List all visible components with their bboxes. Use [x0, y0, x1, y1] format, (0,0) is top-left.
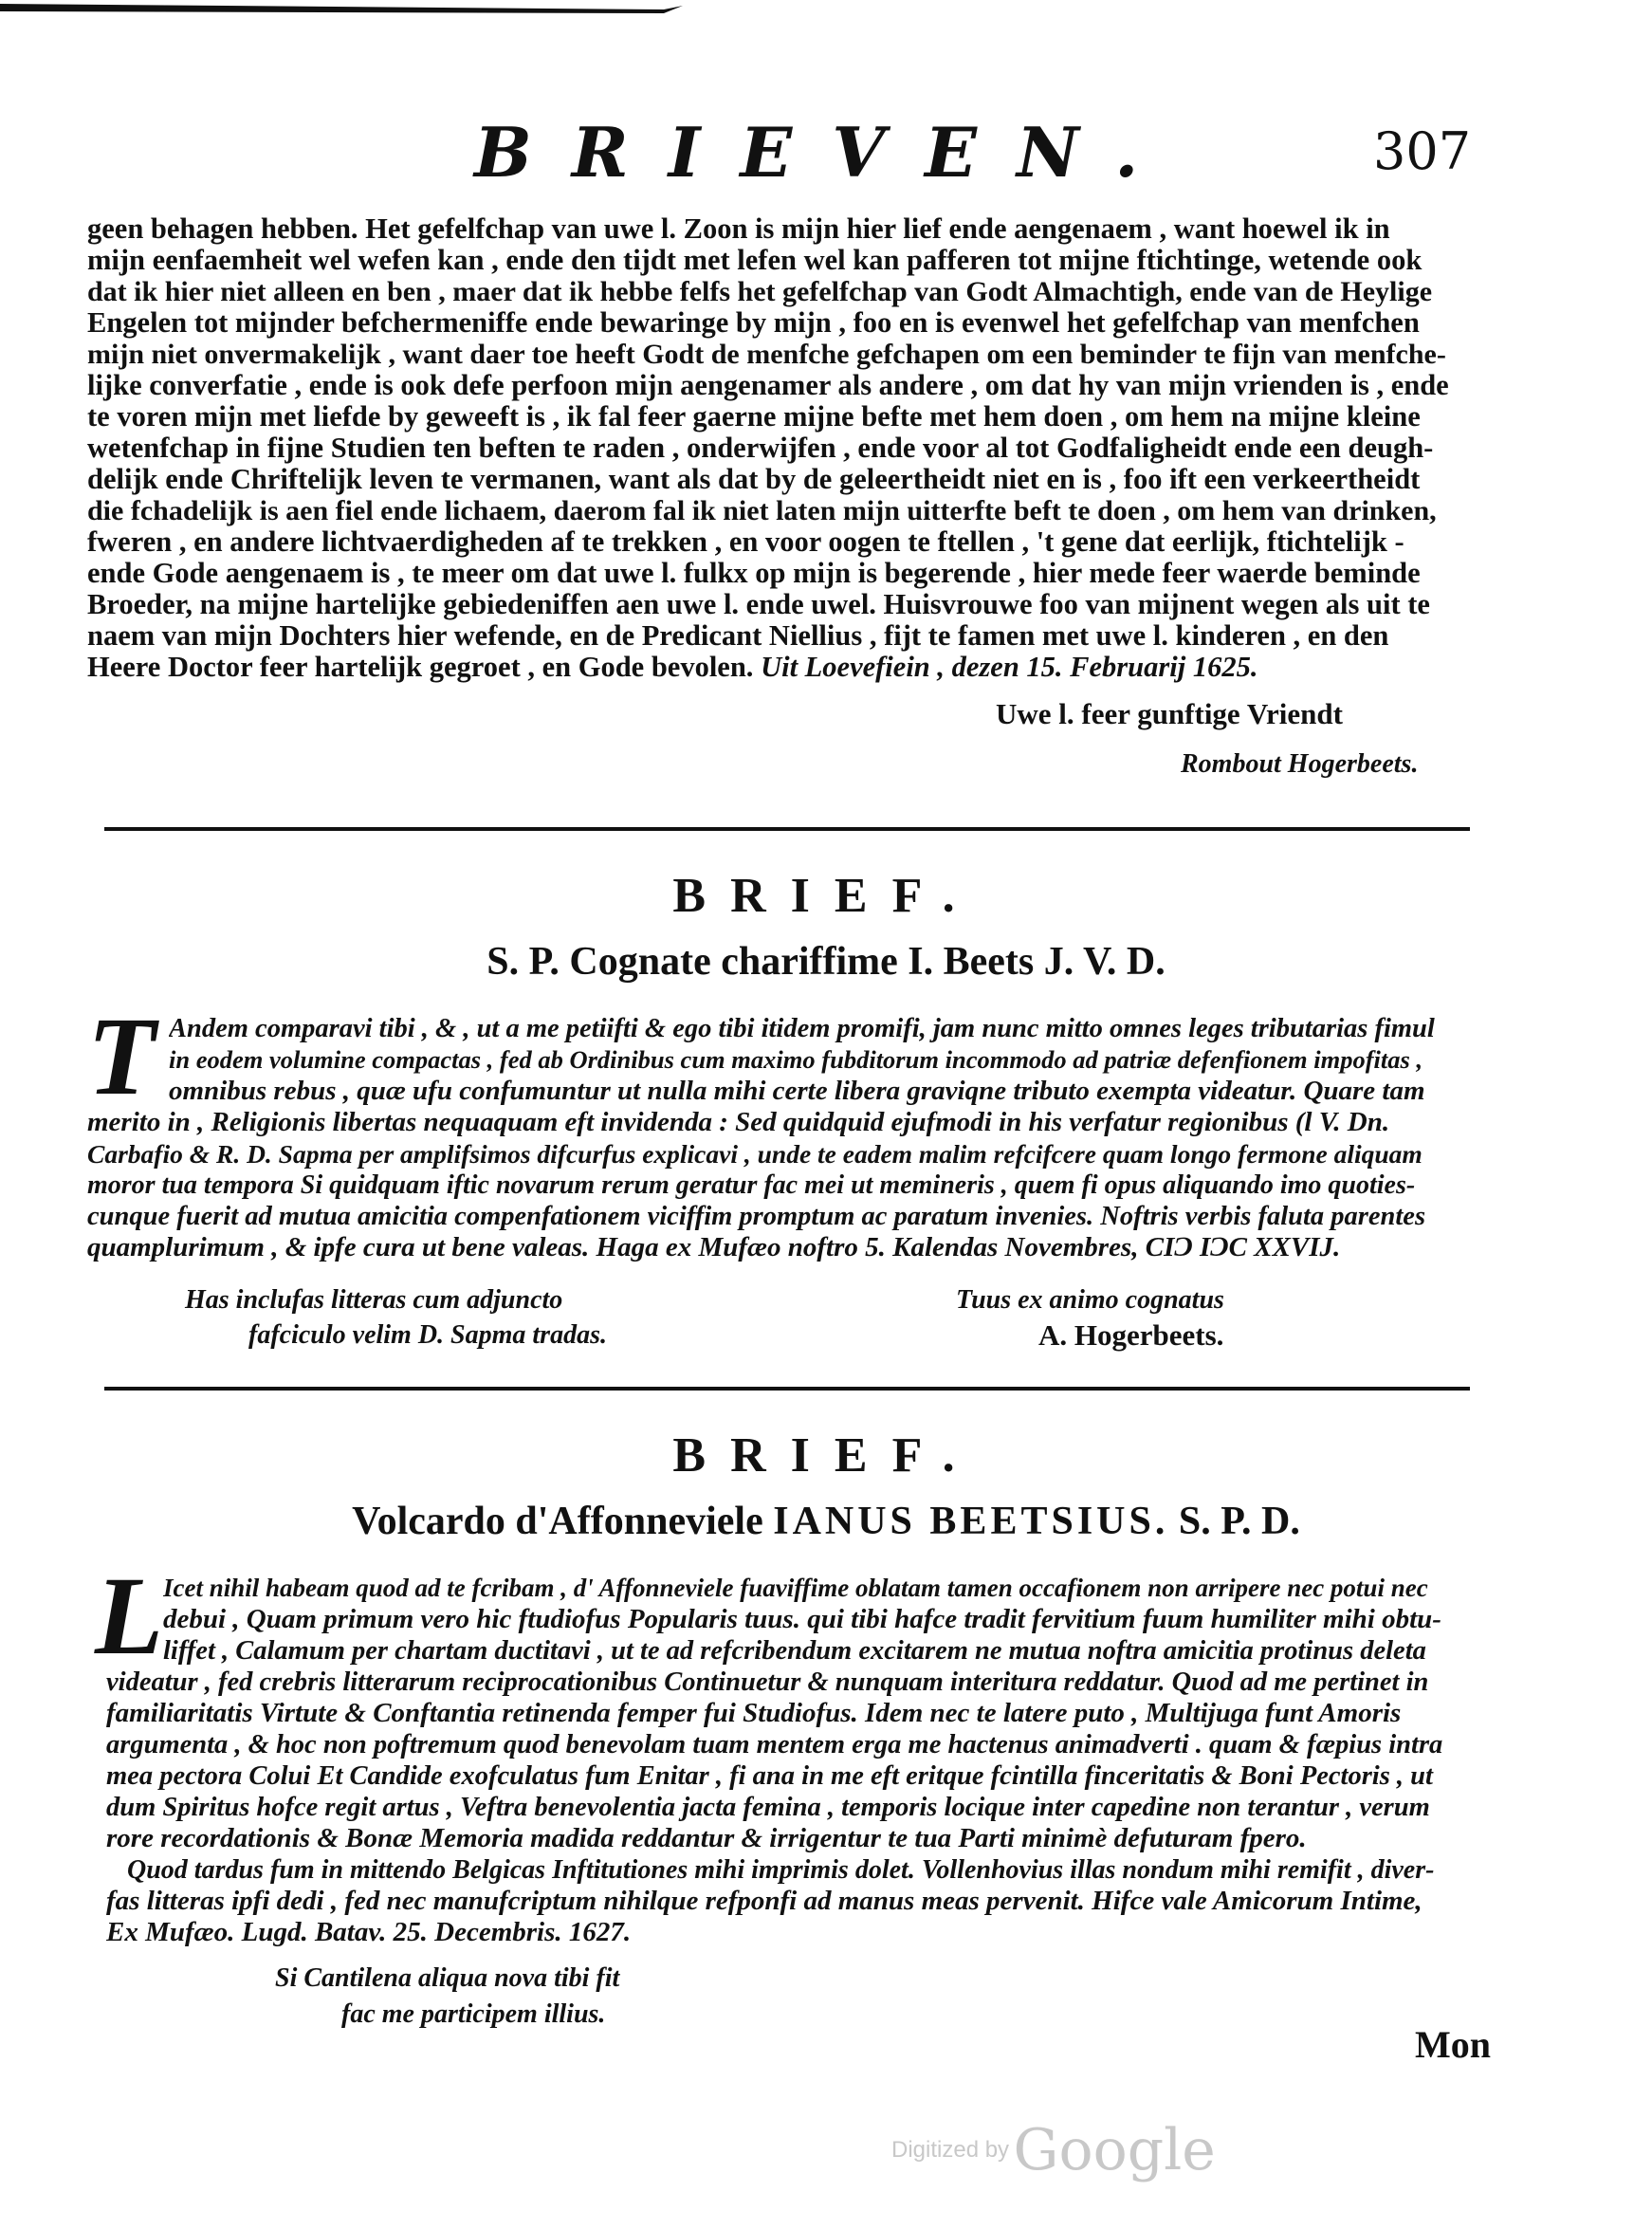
letter3-body	[163, 1573, 1446, 1667]
text-line: mijn niet onvermakelijk , want daer toe heeft Godt de menfche gefchapen om een beminder te fijn van menfche-	[87, 339, 1446, 370]
letter3-dropcap: L	[95, 1554, 164, 1678]
text-line: Andem comparavi tibi , & , ut a me petiifti & ego tibi itidem promifi, jam nunc mitto omnes leges tributarias fimul	[169, 1014, 1435, 1043]
text-line: cunque fuerit ad mutua amicitia compenfationem viciffim promptum ac paratum invenies. Noftris verbis faluta parentes	[87, 1202, 1426, 1231]
text-line: debui , Quam primum vero hic ftudiofus Popularis tuus. qui tibi hafce tradit fervitium fuum humiliter mihi obtu-	[163, 1604, 1441, 1634]
text-line: quamplurimum , & ipfe cura ut bene valeas. Haga ex Mufæo noftro 5. Kalendas Novembres, CIƆ IƆC XXVIJ.	[87, 1232, 1341, 1262]
letter2-dropcap: T	[87, 994, 156, 1118]
salutation-suffix: S. P. D.	[1178, 1500, 1300, 1543]
text-line: fas litteras ipfi dedi , fed nec manufcriptum nihilque refponfi ad manus meas pervenit. Hifce vale Amicorum Intime,	[106, 1886, 1423, 1916]
letter3-salutation	[0, 1499, 1652, 1544]
letter2-body	[169, 1013, 1435, 1107]
text-line: Broeder, na mijne hartelijke gebiedeniffen aen uwe l. ende uwel. Huisvrouwe foo van mijnent wegen als uit te	[87, 589, 1430, 620]
text-line: ende Gode aengenaem is , te meer om dat uwe l. fulkx op mijn is begerende , hier mede feer waerde beminde	[87, 558, 1421, 589]
text-line: te voren mijn met liefde by geweeft is , ik fal feer gaerne mijne befte met hem doen , om hem na mijne kleine	[87, 401, 1421, 433]
section-divider	[104, 827, 1470, 831]
text-line: liffet , Calamum per chartam ductitavi , ut te ad refcribendum excitarem ne mutua noftra amicitia protinus deleta	[163, 1636, 1426, 1666]
letter2-postscript-line: fafciculo velim D. Sapma tradas.	[248, 1320, 607, 1350]
text-line: Quod tardus fum in mittendo Belgicas Inftitutiones mihi imprimis dolet. Vollenhovius illas nondum mihi remifit , diver-	[127, 1855, 1435, 1885]
text-line: die fchadelijk is aen fiel ende lichaem, daerom fal ik niet laten mijn uitterfte beft te doen , om hem van drinken,	[87, 495, 1437, 526]
letter1-body	[87, 213, 1453, 683]
letter2-closing: Tuus ex animo cognatus	[956, 1285, 1224, 1315]
text-line: merito in , Religionis libertas nequaquam eft invidenda : Sed quidquid ejufmodi in his verfatur regionibus (l V. Dn.	[87, 1107, 1390, 1137]
catchword: Mon	[1415, 2023, 1491, 2066]
text-line: Heere Doctor feer hartelijk gegroet , en Gode bevolen. Uit Loevefiein , dezen 15. Februarij 1625.	[87, 652, 1258, 683]
text-line: Carbafio & R. D. Sapma per amplifsimos difcurfus explicavi , unde te eadem malim refcifcere quam longo fermone aliquam	[87, 1139, 1423, 1169]
letter3-postscript-line: Si Cantilena aliqua nova tibi fit	[275, 1963, 620, 1993]
letter1-closing: Uwe l. feer gunftige Vriendt	[996, 697, 1343, 730]
text-line: dat ik hier niet alleen en ben , maer dat ik hebbe felfs het gefelfchap van Godt Almachtigh, ende van de Heylige	[87, 276, 1433, 307]
text-line: argumenta , & hoc non poftremum quod benevolam tuam mentem erga me hactenus animadverti . quam & fæpius intra	[106, 1730, 1443, 1759]
text-line: Ex Mufæo. Lugd. Batav. 25. Decembris. 1627.	[106, 1917, 632, 1947]
letter2-signature: A. Hogerbeets.	[1038, 1318, 1224, 1352]
text-line: fweren , en andere lichtvaerdigheden af te trekken , en voor oogen te ftellen , 't gene dat eerlijk, ftichtelijk -	[87, 526, 1404, 558]
text-line: dum Spiritus hofce regit artus , Veftra benevolentia jacta femina , temporis locique inter capedine non terantur , verum	[106, 1793, 1430, 1822]
page-number: 307	[1373, 121, 1472, 181]
letter2-postscript-line: Has inclufas litteras cum adjuncto	[185, 1285, 563, 1315]
letter2-salutation: S. P. Cognate chariffime I. Beets J. V. D.	[486, 940, 1166, 984]
text-line: geen behagen hebben. Het gefelfchap van uwe l. Zoon is mijn hier lief ende aengenaem , want hoewel ik in	[87, 213, 1390, 245]
text-line: Icet nihil habeam quod ad te fcribam , d' Affonneviele fuaviffime oblatam tamen occafionem non arripere nec potui nec	[163, 1574, 1428, 1602]
text-line: rore recordationis & Bonæ Memoria madida reddantur & irrigentur te tua Parti minimè defuturam fpero.	[106, 1823, 1307, 1853]
text-line: mijn eenfaemheit wel wefen kan , ende den tijdt met lefen wel kan pafferen tot mijne ftichtinge, wetende ook	[87, 245, 1423, 276]
salutation-prefix: Volcardo d'Affonneviele	[352, 1500, 763, 1543]
text-line: naem van mijn Dochters hier wefende, en de Predicant Niellius , fijt te famen met uwe l. kinderen , en den	[87, 620, 1389, 652]
text-line: lijke converfatie , ende is ook defe perfoon mijn aengenamer als andere , om dat hy van mijn vrienden is , ende	[87, 370, 1449, 401]
section-divider	[104, 1387, 1470, 1391]
text-line: in eodem volumine compactas , fed ab Ordinibus cum maximo fubditorum incommodo ad patriæ defenfionem impofitas ,	[169, 1045, 1423, 1074]
text-line: videatur , fed crebris litterarum reciprocationibus Continuetur & nunquam interitura reddatur. Quod ad me pertinet in	[106, 1667, 1429, 1697]
top-edge-rule	[0, 0, 683, 17]
text-line: familiaritatis Virtute & Conftantia retinenda femper fui Studiofus. Idem nec te latere puto , Multijuga funt Amoris	[106, 1698, 1402, 1728]
letter3-postscript-line: fac me participem illius.	[341, 1999, 606, 2029]
text-line: Engelen tot mijnder befchermeniffe ende bewaringe by mijn , foo en is evenwel het gefelfchap van menfchen	[87, 307, 1420, 339]
letter2-body-cont	[87, 1107, 1435, 1263]
date-line: Uit Loevefiein , dezen 15. Februarij 1625.	[761, 652, 1258, 683]
google-logo: Google	[1013, 2117, 1216, 2183]
letter3-body-cont	[106, 1667, 1446, 1948]
text-line: wetenfchap in fijne Studien ten beften te raden , onderwijfen , ende voor al tot Godfaligheidt ende een deugh-	[87, 433, 1434, 464]
running-title: BRIEVEN.	[474, 112, 1179, 193]
digitization-watermark: Digitized by Google	[891, 2117, 1216, 2183]
text-line: omnibus rebus , quæ ufu confumuntur ut nulla mihi certe libera graviqne tributo exempta videatur. Quare tam	[169, 1076, 1425, 1106]
text-line: moror tua tempora Si quidquam iftic novarum rerum geratur fac mei ut memineris , quem fi opus aliquando imo quoties-	[87, 1170, 1416, 1200]
text-line: mea pectora Colui Et Candide exofculatus fum Enitar , fi ana in me eft eritque fcintilla finceritatis & Boni Pectoris , ut	[106, 1761, 1433, 1791]
text-line: delijk ende Chriftelijk leven te vermanen, want als dat by de geleertheidt niet en is , foo ift een verkeertheidt	[87, 464, 1421, 495]
letter1-signature: Rombout Hogerbeets.	[1181, 749, 1419, 779]
salutation-name: IANUS BEETSIUS.	[773, 1500, 1169, 1543]
letter2-title: BRIEF.	[672, 869, 980, 923]
letter3-title: BRIEF.	[672, 1428, 980, 1483]
